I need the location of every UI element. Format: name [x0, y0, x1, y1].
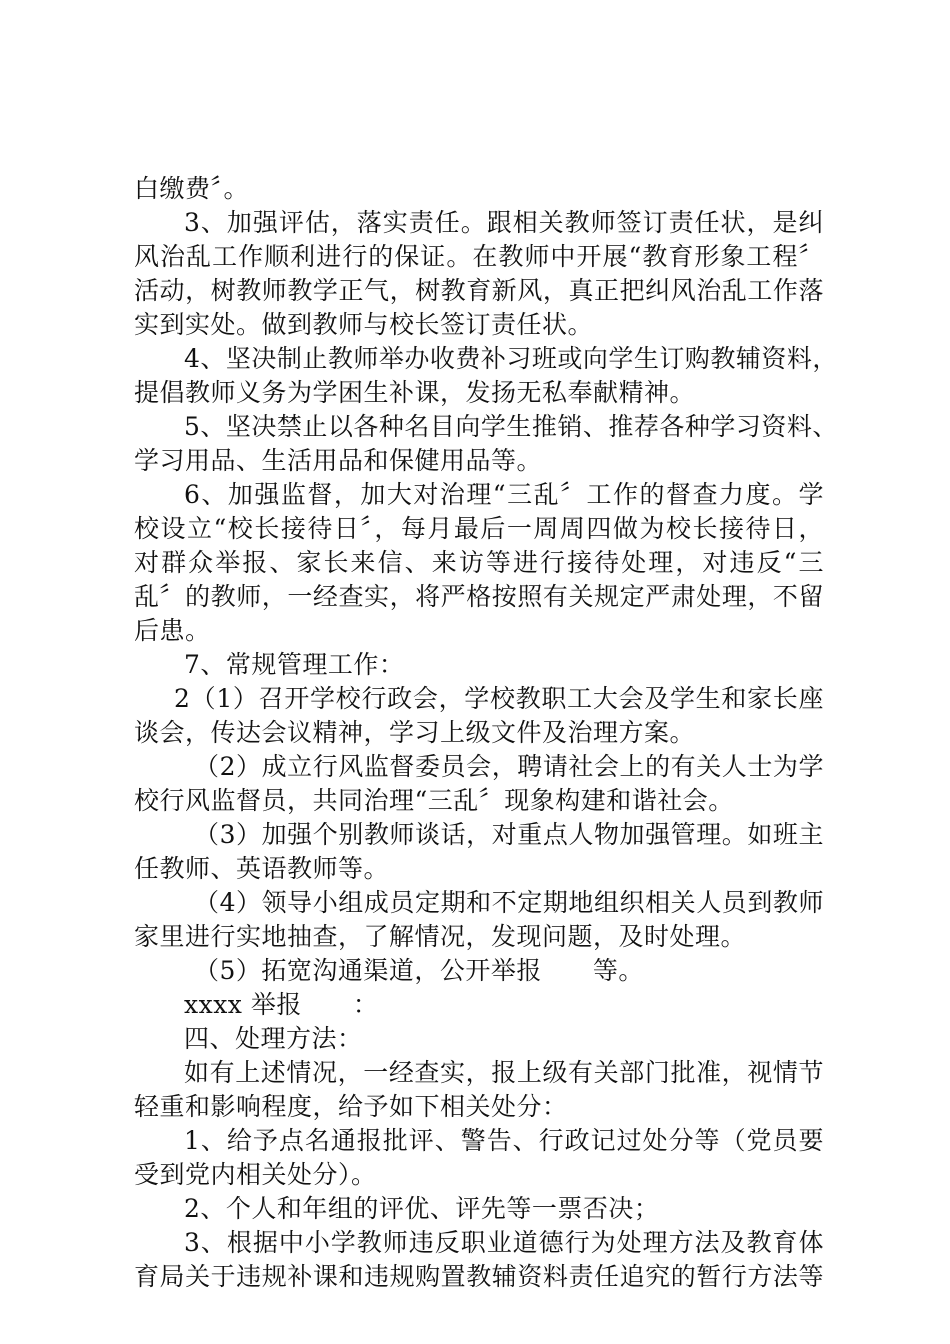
- text-line: 四、处理方法：: [184, 1024, 363, 1053]
- text-line: 2（1）召开学校行政会，学校教职工大会及学生和家长座: [174, 684, 824, 713]
- text-line: 3、根据中小学教师违反职业道德行为处理方法及教育体: [184, 1228, 824, 1257]
- text-line: （5）拓宽沟通渠道，公开举报 等。: [194, 956, 644, 985]
- text-line: 任教师、英语教师等。: [134, 854, 390, 883]
- text-line: 育局关于违规补课和违规购置教辅资料责任追究的暂行方法等: [134, 1262, 824, 1291]
- text-line: 5、坚决禁止以各种名目向学生推销、推荐各种学习资料、: [184, 412, 838, 441]
- text-line: 活动，树教师教学正气，树教育新风，真正把纠风治乱工作落: [134, 276, 824, 305]
- text-line: （2）成立行风监督委员会，聘请社会上的有关人士为学: [194, 752, 824, 781]
- document-body: [134, 172, 838, 1294]
- text-line: 风治乱工作顺利进行的保证。在教师中开展“教育形象工程〞: [134, 242, 824, 271]
- text-line: 谈会，传达会议精神，学习上级文件及治理方案。: [134, 718, 696, 747]
- text-line: 家里进行实地抽查，了解情况，发现问题，及时处理。: [134, 922, 747, 951]
- text-line: 学习用品、生活用品和保健用品等。: [134, 446, 543, 475]
- text-line: 7、常规管理工作：: [184, 650, 405, 679]
- text-line: 对群众举报、家长来信、来访等进行接待处理，对违反“三: [134, 548, 824, 577]
- text-line: 提倡教师义务为学困生补课，发扬无私奉献精神。: [134, 378, 696, 407]
- text-line: xxxx 举报 ：: [184, 990, 379, 1019]
- text-line: 1、给予点名通报批评、警告、行政记过处分等（党员要: [184, 1126, 824, 1155]
- text-line: （3）加强个别教师谈话，对重点人物加强管理。如班主: [194, 820, 824, 849]
- text-line: 3、加强评估，落实责任。跟相关教师签订责任状，是纠: [184, 208, 824, 237]
- text-line: 4、坚决制止教师举办收费补习班或向学生订购教辅资料，: [184, 344, 838, 373]
- text-line: 校行风监督员，共同治理“三乱〞现象构建和谐社会。: [134, 786, 734, 815]
- text-line: （4）领导小组成员定期和不定期地组织相关人员到教师: [194, 888, 824, 917]
- text-line: 白缴费〞。: [134, 174, 250, 203]
- text-line: 校设立“校长接待日〞，每月最后一周周四做为校长接待日，: [134, 514, 824, 543]
- text-line: 如有上述情况，一经查实，报上级有关部门批准，视情节: [184, 1058, 824, 1087]
- text-line: 乱〞的教师，一经查实，将严格按照有关规定严肃处理，不留: [134, 582, 824, 611]
- text-line: 实到实处。做到教师与校长签订责任状。: [134, 310, 594, 339]
- text-line: 2、个人和年组的评优、评先等一票否决；: [184, 1194, 660, 1223]
- text-line: 6、加强监督，加大对治理“三乱〞工作的督查力度。学: [184, 480, 824, 509]
- text-line: 轻重和影响程度，给予如下相关处分：: [134, 1092, 568, 1121]
- text-line: 受到党内相关处分）。: [134, 1160, 377, 1189]
- text-line: 后患。: [134, 616, 211, 645]
